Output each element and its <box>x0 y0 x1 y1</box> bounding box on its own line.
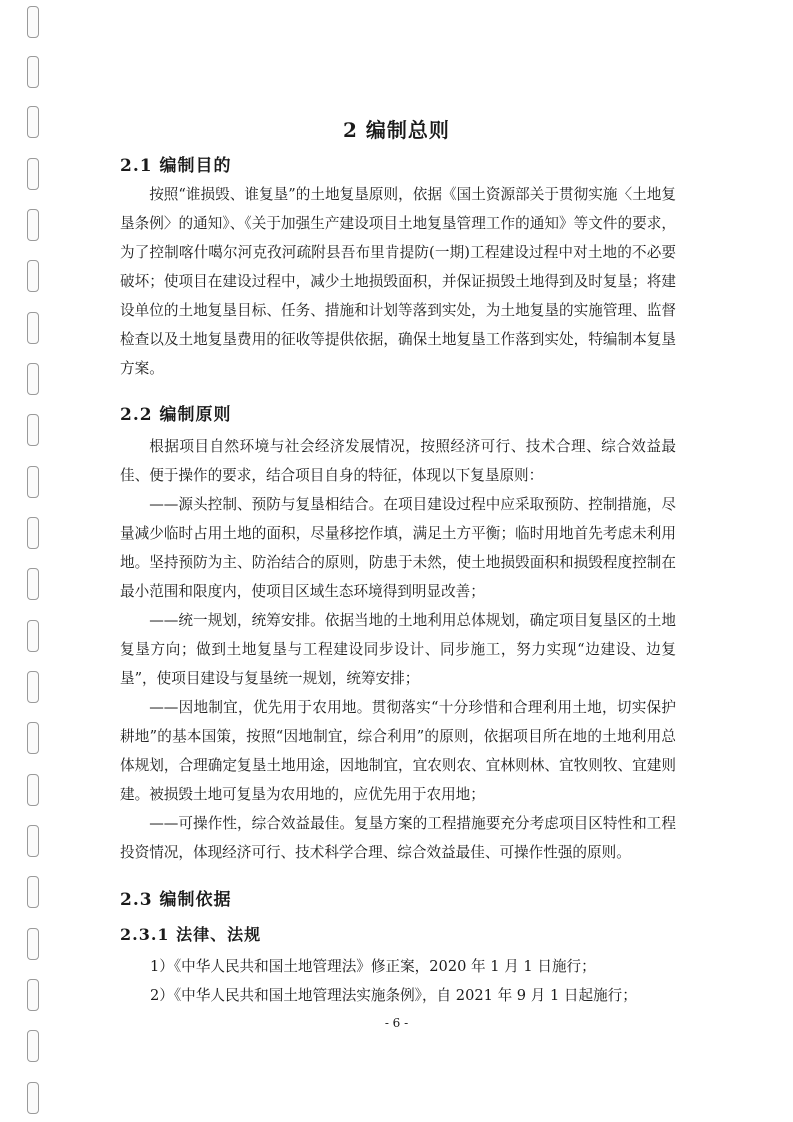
subsection-heading-laws: 2.3.1 法律、法规 <box>120 925 262 944</box>
list-item: 1）《中华人民共和国土地管理法》修正案，2020 年 1 月 1 日施行； <box>150 958 596 975</box>
section-heading-purpose: 2.1 编制目的 <box>120 156 232 176</box>
principles-intro: 根据项目自然环境与社会经济发展情况，按照经济可行、技术合理、综合效益最佳、便于操作的要求，结合项目自身的特征，体现以下复垦原则： <box>120 438 676 484</box>
principle-item: ——源头控制、预防与复垦相结合。在项目建设过程中应采取预防、控制措施，尽量减少临时占用土地的面积，尽量移挖作填，满足土方平衡；临时用地首先考虑未利用地。坚持预防为主、防治结合的原则，防患于未然，使土地损毁面积和损毁程度控制在最小范围和限度内，使项目区域生态环境得到明显改善； <box>120 496 676 600</box>
purpose-paragraph: 按照“谁损毁、谁复垦”的土地复垦原则，依据《国土资源部关于贯彻实施〈土地复垦条例〉的通知》、《关于加强生产建设项目土地复垦管理工作的通知》等文件的要求，为了控制喀什噶尔河克孜河疏附县吾布里肯提防(一期)工程建设过程中对土地的不必要破坏；使项目在建设过程中，减少土地损毁面积，并保证损毁土地得到及时复垦；将建设单位的土地复垦目标、任务、措施和计划等落到实处，为土地复垦的实施管理、监督检查以及土地复垦费用的征收等提供依据，确保土地复垦工作落到实处，特编制本复垦方案。 <box>120 186 676 377</box>
list-item: 2）《中华人民共和国土地管理法实施条例》，自 2021 年 9 月 1 日起施行； <box>150 987 637 1004</box>
page-number: - 6 - <box>384 1016 409 1030</box>
section-heading-principles: 2.2 编制原则 <box>120 405 232 425</box>
chapter-title: 2 编制总则 <box>343 118 450 142</box>
principle-item: ——可操作性，综合效益最佳。复垦方案的工程措施要充分考虑项目区特性和工程投资情况，体现经济可行、技术科学合理、综合效益最佳、可操作性强的原则。 <box>120 815 676 861</box>
section-heading-basis: 2.3 编制依据 <box>120 890 232 910</box>
principle-item: ——因地制宜，优先用于农用地。贯彻落实“十分珍惜和合理利用土地，切实保护耕地”的基本国策，按照“因地制宜，综合利用”的原则，依据项目所在地的土地利用总体规划，合理确定复垦土地用途，因地制宜，宜农则农、宜林则林、宜牧则牧、宜建则建。被损毁土地可复垦为农用地的，应优先用于农用地； <box>120 699 676 803</box>
principle-item: ——统一规划，统筹安排。依据当地的土地利用总体规划，确定项目复垦区的土地复垦方向；做到土地复垦与工程建设同步设计、同步施工，努力实现“边建设、边复垦”，使项目建设与复垦统一规划，统筹安排； <box>120 612 676 687</box>
